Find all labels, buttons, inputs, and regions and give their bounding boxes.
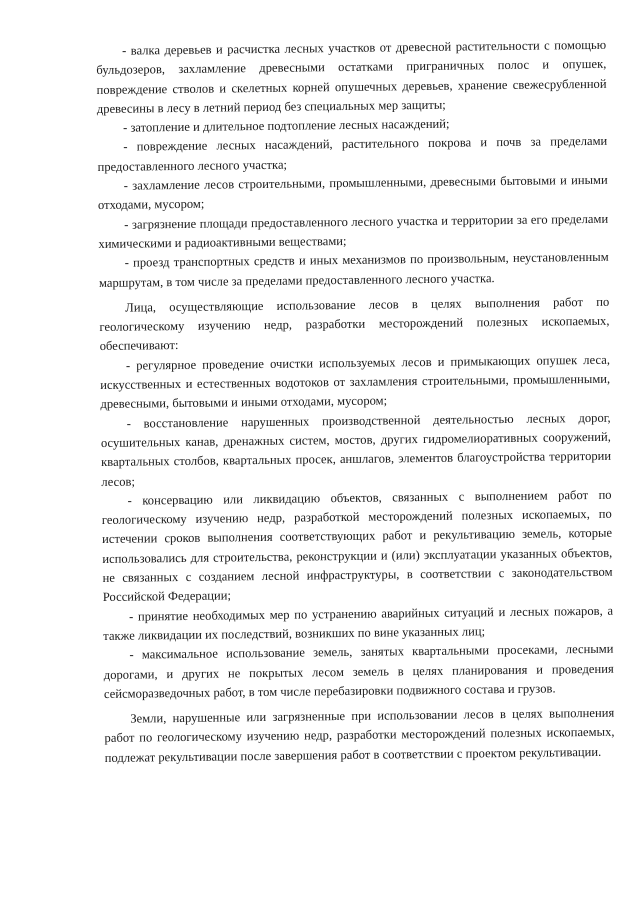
list-item-vehicle-passage: - проезд транспортных средств и иных механизмов по произвольным, неустановленным маршрутам, в том числе за пределами предоставленного лесного участка. xyxy=(98,250,609,290)
document-body xyxy=(96,36,615,768)
list-item-damage-outside-plot: - повреждение лесных насаждений, растительного покрова и почв за пределами предоставленного лесного участка; xyxy=(97,134,608,174)
list-item-land-use: - максимальное использование земель, занятых квартальными просеками, лесными дорогами, и других не покрытых лесом земель в целях планирования и проведения сейсморазведочных работ, в том числе перебазировки подвижного состава и грузов. xyxy=(103,641,614,701)
list-item-emergency-measures: - принятие необходимых мер по устранению аварийных ситуаций и лесных пожаров, а также ликвидации их последствий, возникших по вине указанных лиц; xyxy=(103,603,614,643)
list-item-restoration: - восстановление нарушенных производственной деятельностью лесных дорог, осушительных канав, дренажных систем, мостов, других гидромелиоративных сооружений, квартальных столбов, квартальных просек, аншлагов, элементов благоустройства территории лесов; xyxy=(100,410,612,489)
paragraph-recultivation: Земли, нарушенные или загрязненные при использовании лесов в целях выполнения работ по геологическому изучению недр, разработки месторождений полезных ископаемых, подлежат рекультивации после завершения работ в соответствии с проектом рекультивации. xyxy=(104,705,615,765)
list-item-cleaning: - регулярное проведение очистки используемых лесов и примыкающих опушек леса, искусственных и естественных водотоков от захламления строительными, промышленными, древесными, бытовыми и иными отходами, мусором; xyxy=(100,352,611,412)
paragraph-obligations-intro: Лица, осуществляющие использование лесов в целях выполнения работ по геологическому изучению недр, разработки месторождений полезных ископаемых, обеспечивают: xyxy=(99,294,610,354)
list-item-flooding: - затопление и длительное подтопление лесных насаждений; xyxy=(122,116,450,135)
list-item-conservation: - консервацию или ликвидацию объектов, связанных с выполнением работ по геологическому изучению недр, разработкой месторождений полезных ископаемых, по истечении сроков выполнения соответствующих работ и рекультивацию земель, которые использовались для строительства, реконструкции и (или) эксплуатации указанных объектов, не связанных с созданием лесной инфраструктуры, в соответствии с законодательством Российской Федерации; xyxy=(101,487,613,605)
list-item-pollution: - загрязнение площади предоставленного лесного участка и территории за его пределами химическими и радиоактивными веществами; xyxy=(98,211,609,251)
list-item-littering: - захламление лесов строительными, промышленными, древесными бытовыми и иными отходами, мусором; xyxy=(97,172,608,213)
list-item-tree-felling: - валка деревьев и расчистка лесных участков от древесной растительности с помощью бульдозеров, захламление древесными остатками приграничных полос и опушек, повреждение стволов и скелетных корней опушечных деревьев, хранение свежесрубленной древесины в лесу в летний период без специальных мер защиты; xyxy=(96,37,607,116)
